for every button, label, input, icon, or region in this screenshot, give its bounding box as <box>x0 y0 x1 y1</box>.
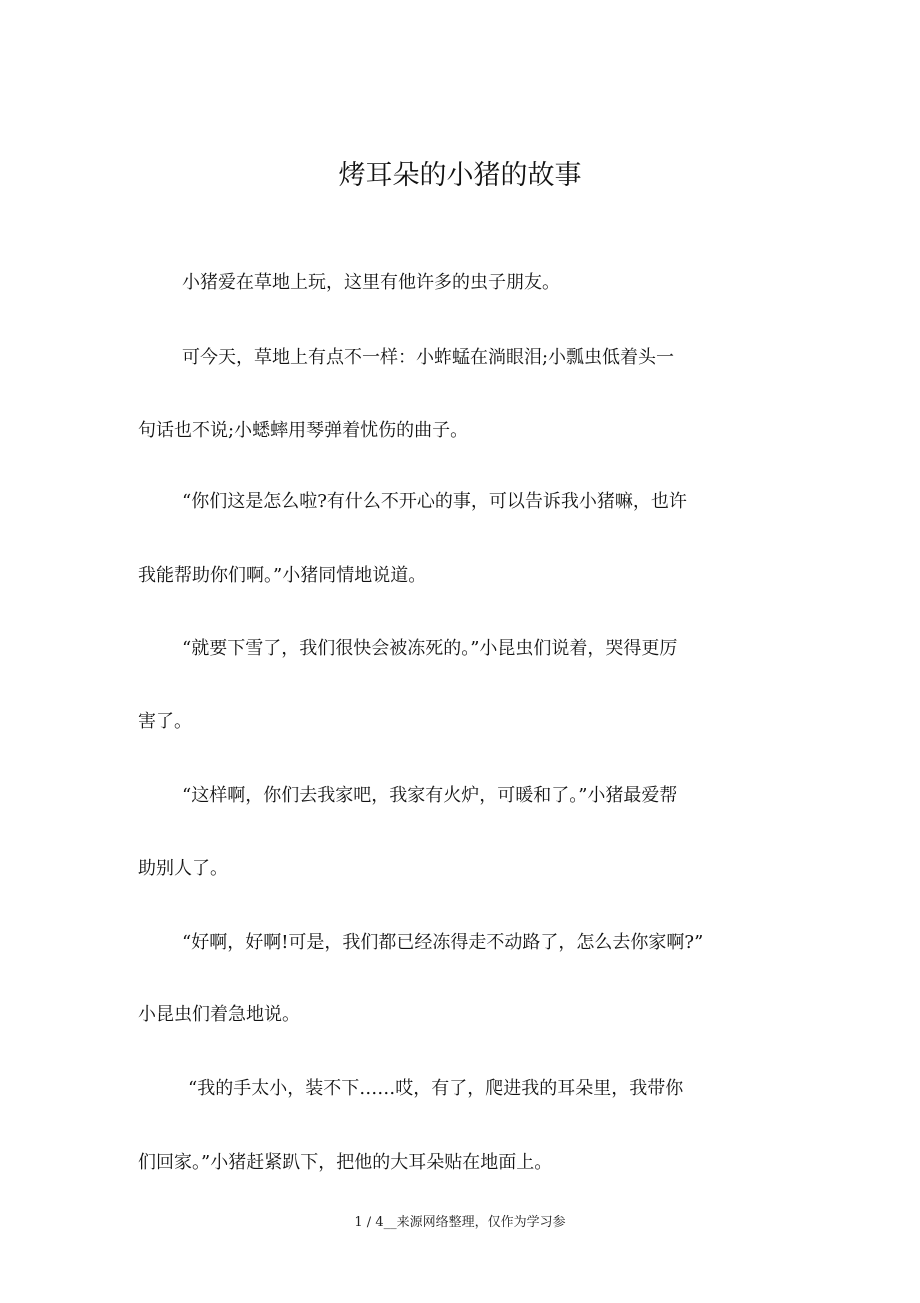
paragraph-line: “就要下雪了，我们很快会被冻死的。”小昆虫们说着，哭得更厉 <box>182 638 678 659</box>
paragraph-line: “好啊，好啊!可是，我们都已经冻得走不动路了，怎么去你家啊?” <box>182 932 704 953</box>
paragraph-line: 害了。 <box>138 711 192 732</box>
paragraph-line: 小猪爱在草地上玩，这里有他许多的虫子朋友。 <box>182 272 560 293</box>
page-footer: 1 / 4__来源网络整理，仅作为学习参 <box>354 1215 566 1230</box>
paragraph-line: 句话也不说;小蟋蟀用琴弹着忧伤的曲子。 <box>138 420 469 441</box>
paragraph-line: “你们这是怎么啦?有什么不开心的事，可以告诉我小猪嘛，也许 <box>182 491 687 512</box>
document-title: 烤耳朵的小猪的故事 <box>338 160 582 191</box>
paragraph-line: “我的手太小，装不下……哎，有了，爬进我的耳朵里，我带你 <box>188 1078 684 1099</box>
paragraph-line: 可今天，草地上有点不一样：小蚱蜢在淌眼泪;小瓢虫低着头一 <box>182 347 675 368</box>
paragraph-line: 们回家。”小猪赶紧趴下，把他的大耳朵贴在地面上。 <box>138 1152 553 1173</box>
paragraph-line: 我能帮助你们啊。”小猪同情地说道。 <box>138 565 427 586</box>
paragraph-line: “这样啊，你们去我家吧，我家有火炉，可暖和了。”小猪最爱帮 <box>182 785 678 806</box>
paragraph-line: 小昆虫们着急地说。 <box>138 1004 300 1025</box>
paragraph-line: 助别人了。 <box>138 858 228 879</box>
